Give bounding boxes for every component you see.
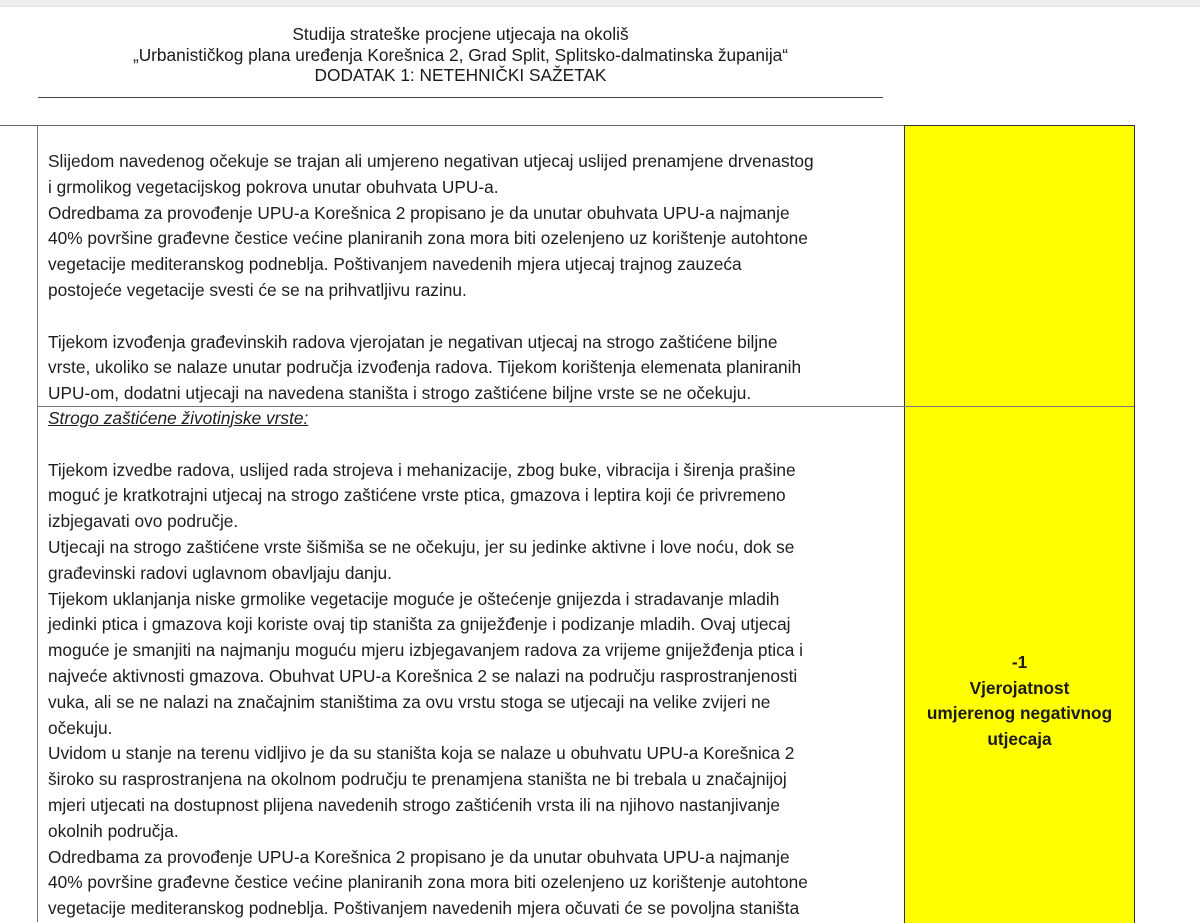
text-line: građevinski radovi uglavnom obavljaju danju. [48, 562, 392, 583]
text-line: široko su rasprostranjena na okolnom području te prenamjena staništa ne bi trebala u značajnijoj [48, 769, 787, 790]
text-line: vuka, ali se ne nalazi na značajnim staništima za ovu vrstu stoga se utjecaji na velike zvijeri ne [48, 691, 771, 712]
header-rule [38, 97, 883, 98]
table-left-border [37, 125, 38, 922]
viewer-top-strip [0, 0, 1200, 7]
rating-cell [904, 125, 1135, 923]
text-line: vegetacije mediteranskog podneblja. Poštivanjem navedenih mjera utjecaj trajnog zauzeća [48, 254, 742, 275]
text-line: mjeri utjecati na dostupnost plijena navedenih strogo zaštićenih vrsta ili na njihovo nastanjivanje [48, 794, 781, 815]
text-line: izbjegavati ovo područje. [48, 511, 239, 532]
table-top-border [0, 125, 905, 126]
rating-score: -1 [1011, 652, 1028, 672]
text-line: najveće aktivnosti gmazova. Obuhvat UPU-a Korešnica 2 se nalazi na području rasprostranjenosti [48, 665, 798, 686]
rating-label-line: umjerenog negativnog [926, 703, 1113, 723]
text-line: i grmolikog vegetacijskog pokrova unutar obuhvata UPU-a. [48, 176, 499, 197]
text-line: Odredbama za provođenje UPU-a Korešnica 2 propisano je da unutar obuhvata UPU-a najmanje [48, 846, 790, 867]
fauna-impact-cell [48, 406, 895, 922]
header-study-title: Studija strateške procjene utjecaja na okoliš [292, 24, 629, 44]
text-line: vegetacije mediteranskog podneblja. Poštivanjem navedenih mjera očuvati će se povoljna staništa [48, 898, 800, 919]
text-line: očekuju. [48, 717, 113, 738]
text-line: jedinki ptica i gmazova koji koriste ovaj tip staništa za gniježđenje i podizanje mladih. Ovaj utjecaj [48, 614, 791, 635]
flora-impact-cell [48, 149, 895, 407]
fauna-section-heading: Strogo zaštićene životinjske vrste: [48, 408, 309, 428]
header-appendix-title: DODATAK 1: NETEHNIČKI SAŽETAK [314, 65, 607, 85]
text-line: postojeće vegetacije svesti će se na prihvatljivu razinu. [48, 279, 467, 300]
text-line: Tijekom izvedbe radova, uslijed rada strojeva i mehanizacije, zbog buke, vibracija i širenja prašine [48, 459, 796, 480]
header-plan-title: „Urbanističkog plana uređenja Korešnica 2, Grad Split, Splitsko-dalmatinska županija“ [132, 44, 789, 65]
text-line: moguće je smanjiti na najmanju moguću mjeru izbjegavanjem radova za vrijeme gniježđenja ptica i [48, 640, 803, 661]
text-line: Odredbama za provođenje UPU-a Korešnica 2 propisano je da unutar obuhvata UPU-a najmanje [48, 202, 790, 223]
rating-label-line: utjecaja [987, 728, 1052, 749]
text-line: UPU-om, dodatni utjecaji na navedena staništa i strogo zaštićene biljne vrste se ne očekuju. [48, 383, 752, 404]
text-line: moguć je kratkotrajni utjecaj na strogo zaštićene vrste ptica, gmazova i leptira koji će privremeno [48, 485, 786, 506]
text-line: Tijekom uklanjanja niske grmolike vegetacije moguće je oštećenje gnijezda i stradavanje mladih [48, 588, 780, 609]
paragraph-gap [48, 304, 895, 330]
text-line: Tijekom izvođenja građevinskih radova vjerojatan je negativan utjecaj na strogo zaštićene biljne [48, 331, 778, 352]
document-header [38, 24, 883, 86]
impact-rating [905, 650, 1134, 752]
text-line: 40% površine građevne čestice većine planiranih zona mora biti ozelenjeno uz korištenje autohtone [48, 872, 808, 893]
text-line: Utjecaji na strogo zaštićene vrste šišmiša se ne očekuju, jer su jedinke aktivne i love noću, dok se [48, 536, 795, 557]
paragraph-gap [48, 432, 895, 458]
text-line: okolnih područja. [48, 820, 179, 841]
text-line: vrste, ukoliko se nalaze unutar područja izvođenja radova. Tijekom korištenja elemenata planiranih [48, 357, 802, 378]
rating-label-line: Vjerojatnost [969, 677, 1070, 698]
text-line: Slijedom navedenog očekuje se trajan ali umjereno negativan utjecaj uslijed prenamjene drvenastog [48, 151, 814, 171]
text-line: Uvidom u stanje na terenu vidljivo je da su staništa koja se nalaze u obuhvatu UPU-a Korešnica 2 [48, 743, 795, 764]
text-line: 40% površine građevne čestice većine planiranih zona mora biti ozelenjeno uz korištenje autohtone [48, 228, 808, 249]
